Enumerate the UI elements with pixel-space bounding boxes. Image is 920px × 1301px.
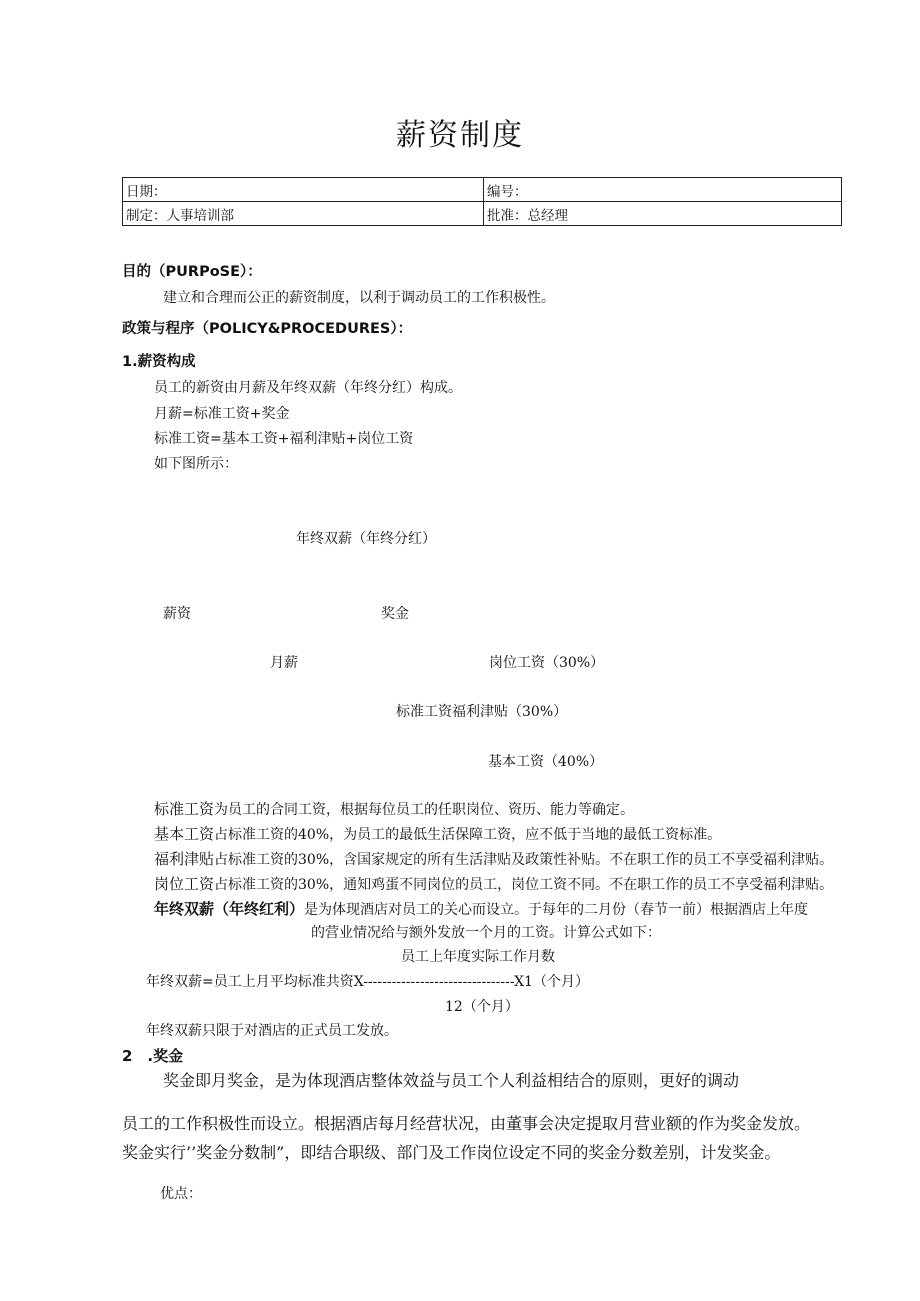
section1-line: 员工的新资由月薪及年终双薪（年终分红）构成。 [154,380,462,396]
section2-paragraph-line: 奖金实行’’奖金分数制”，即结合职级、部门及工作岗位设定不同的奖金分数差别，计发奖金。 [122,1143,781,1162]
section1-line: 标准工资=基本工资+福利津贴+岗位工资 [154,431,414,447]
formula-note: 年终双薪只限于对酒店的正式员工发放。 [146,1023,398,1039]
diagram-bonus-label: 奖金 [381,606,409,622]
section1-line: 月薪=标准工资+奖金 [154,406,290,422]
definition-text: 为员工的合同工资，根据每位员工的任职岗位、资历、能力等确定。 [214,802,635,818]
formula-denominator: 12（个月） [445,999,519,1015]
section2-paragraph-line: 奖金即月奖金，是为体现酒店整体效益与员工个人利益相结合的原则，更好的调动 [163,1071,740,1090]
formula-numerator: 员工上年度实际工作月数 [401,949,555,965]
section2-heading: 2 .奖金 [122,1047,184,1065]
policy-heading: 政策与程序（POLICY&PROCEDURES）： [122,321,413,337]
info-row [123,202,842,226]
definition-item [154,823,721,844]
definition-item [154,848,833,869]
info-table [122,177,842,226]
diagram-monthly-label: 月薪 [270,655,298,671]
info-row [123,178,842,202]
definition-text: 占标准工资的30%，含国家规定的所有生活津贴及政策性补贴。不在职工作的员工不享受福利津贴。 [214,852,834,868]
definition-continuation: 的营业情况给与额外发放一个月的工资。计算公式如下： [311,925,661,941]
advantages-label: 优点： [160,1186,202,1202]
definition-text: 是为体现酒店对员工的关心而设立。于每年的二月份（春节一前）根据酒店上年度 [304,902,809,918]
definition-item [154,798,634,819]
date-cell: 日期： [123,178,484,202]
page-title: 薪资制度 [396,118,524,153]
diagram-standard-welfare-label: 标准工资福利津贴（30%） [396,704,568,720]
diagram-position-pay-label: 岗位工资（30%） [489,655,605,671]
definition-text: 占标准工资的30%，通知鸡蛋不同岗位的员工，岗位工资不同。不在职工作的员工不享受福利津贴。 [214,877,834,893]
definition-text: 占标准工资的40%，为员工的最低生活保障工资，应不低于当地的最低工资标准。 [214,827,722,843]
section1-heading: 1.薪资构成 [122,354,196,370]
approver-cell: 批准：总经理 [484,202,842,226]
diagram-basic-label: 基本工资（40%） [488,754,604,770]
purpose-heading: 目的（PURPoSE）： [122,264,262,280]
definition-term: 福利津贴 [154,850,215,868]
section2-paragraph-line: 员工的工作积极性而设立。根据酒店每月经营状况，由董事会决定提取月营业额的作为奖金发放。 [122,1114,811,1133]
diagram-salary-label: 薪资 [163,606,191,622]
formula-main: 年终双薪=员工上月平均标准共资X--------------------------------X1（个月） [146,974,589,990]
number-cell: 编号： [484,178,842,202]
section1-line: 如下图所示： [154,456,238,472]
purpose-text: 建立和合理而公正的薪资制度，以利于调动员工的工作积极性。 [163,290,555,306]
definition-term: 基本工资 [154,825,215,843]
definition-item [154,873,833,894]
definition-term: 岗位工资 [154,875,215,893]
definition-term: 年终双薪（年终红利） [154,900,305,918]
diagram-year-end-label: 年终双薪（年终分红） [296,531,436,547]
definition-term: 标准工资 [154,800,215,818]
author-cell: 制定：人事培训部 [123,202,484,226]
definition-item [154,898,808,919]
